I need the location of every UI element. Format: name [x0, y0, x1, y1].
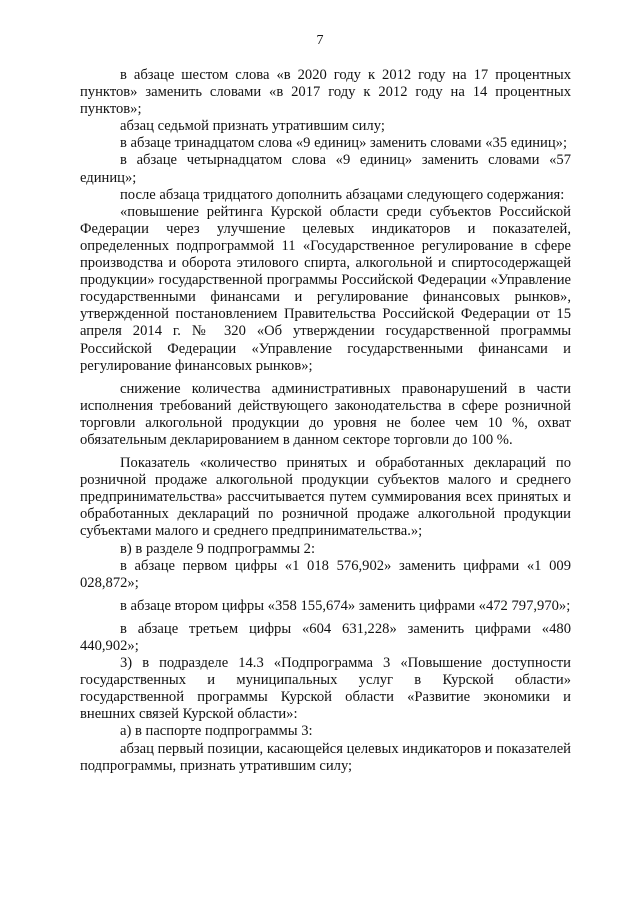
- paragraph: а) в паспорте подпрограммы 3:: [120, 723, 313, 740]
- document-body: [80, 67, 571, 775]
- paragraph: в абзаце втором цифры «358 155,674» заменить цифрами «472 797,970»;: [120, 597, 571, 614]
- paragraph: в абзаце четырнадцатом слова «9 единиц» заменить словами «57 единиц»;: [80, 152, 571, 186]
- paragraph: в абзаце шестом слова «в 2020 году к 2012 году на 17 процентных пунктов» заменить словами «в 2017 году к 2012 году на 14 процентных пунктов»;: [80, 67, 571, 118]
- paragraph: в) в разделе 9 подпрограммы 2:: [120, 540, 316, 557]
- paragraph: в абзаце тринадцатом слова «9 единиц» заменить словами «35 единиц»;: [120, 135, 568, 152]
- paragraph: Показатель «количество принятых и обработанных деклараций по розничной продаже алкогольной продукции субъектов малого и среднего предпринимательства» рассчитывается путем суммирования всех принятых и обработанных деклараций по розничной продаже алкогольной продукции субъектами малого и среднего предпринимательства.»;: [80, 455, 571, 540]
- paragraph: в абзаце первом цифры «1 018 576,902» заменить цифрами «1 009 028,872»;: [80, 557, 571, 591]
- paragraph: «повышение рейтинга Курской области среди субъектов Российской Федерации через улучшение целевых индикаторов и показателей, определенных подпрограммой 11 «Государственное регулирование в сфере производства и оборота этилового спирта, алкогольной и спиртосодержащей продукции» государственной программы Российской Федерации «Управление государственными финансами и регулирование финансовых рынков», утвержденной постановлением Правительства Российской Федерации от 15 апреля 2014 г. № 320 «Об утверждении государственной программы Российской Федерации «Управление государственными финансами и регулирование финансовых рынков»;: [80, 203, 571, 374]
- paragraph: абзац первый позиции, касающейся целевых индикаторов и показателей подпрограммы, признать утратившим силу;: [80, 740, 571, 774]
- paragraph: после абзаца тридцатого дополнить абзацами следующего содержания:: [120, 186, 565, 203]
- page-number: 7: [316, 33, 324, 48]
- paragraph: снижение количества административных правонарушений в части исполнения требований действующего законодательства в сфере розничной торговли алкогольной продукции до уровня не более чем 10 %, охват обязательным декларированием в данном секторе торговли до 100 %.: [80, 380, 571, 448]
- paragraph: абзац седьмой признать утратившим силу;: [120, 118, 385, 135]
- paragraph: в абзаце третьем цифры «604 631,228» заменить цифрами «480 440,902»;: [80, 620, 571, 654]
- paragraph: 3) в подразделе 14.3 «Подпрограмма 3 «Повышение доступности государственных и муниципальных услуг в Курской области» государственной программы Курской области «Развитие экономики и внешних связей Курской области»:: [80, 655, 571, 723]
